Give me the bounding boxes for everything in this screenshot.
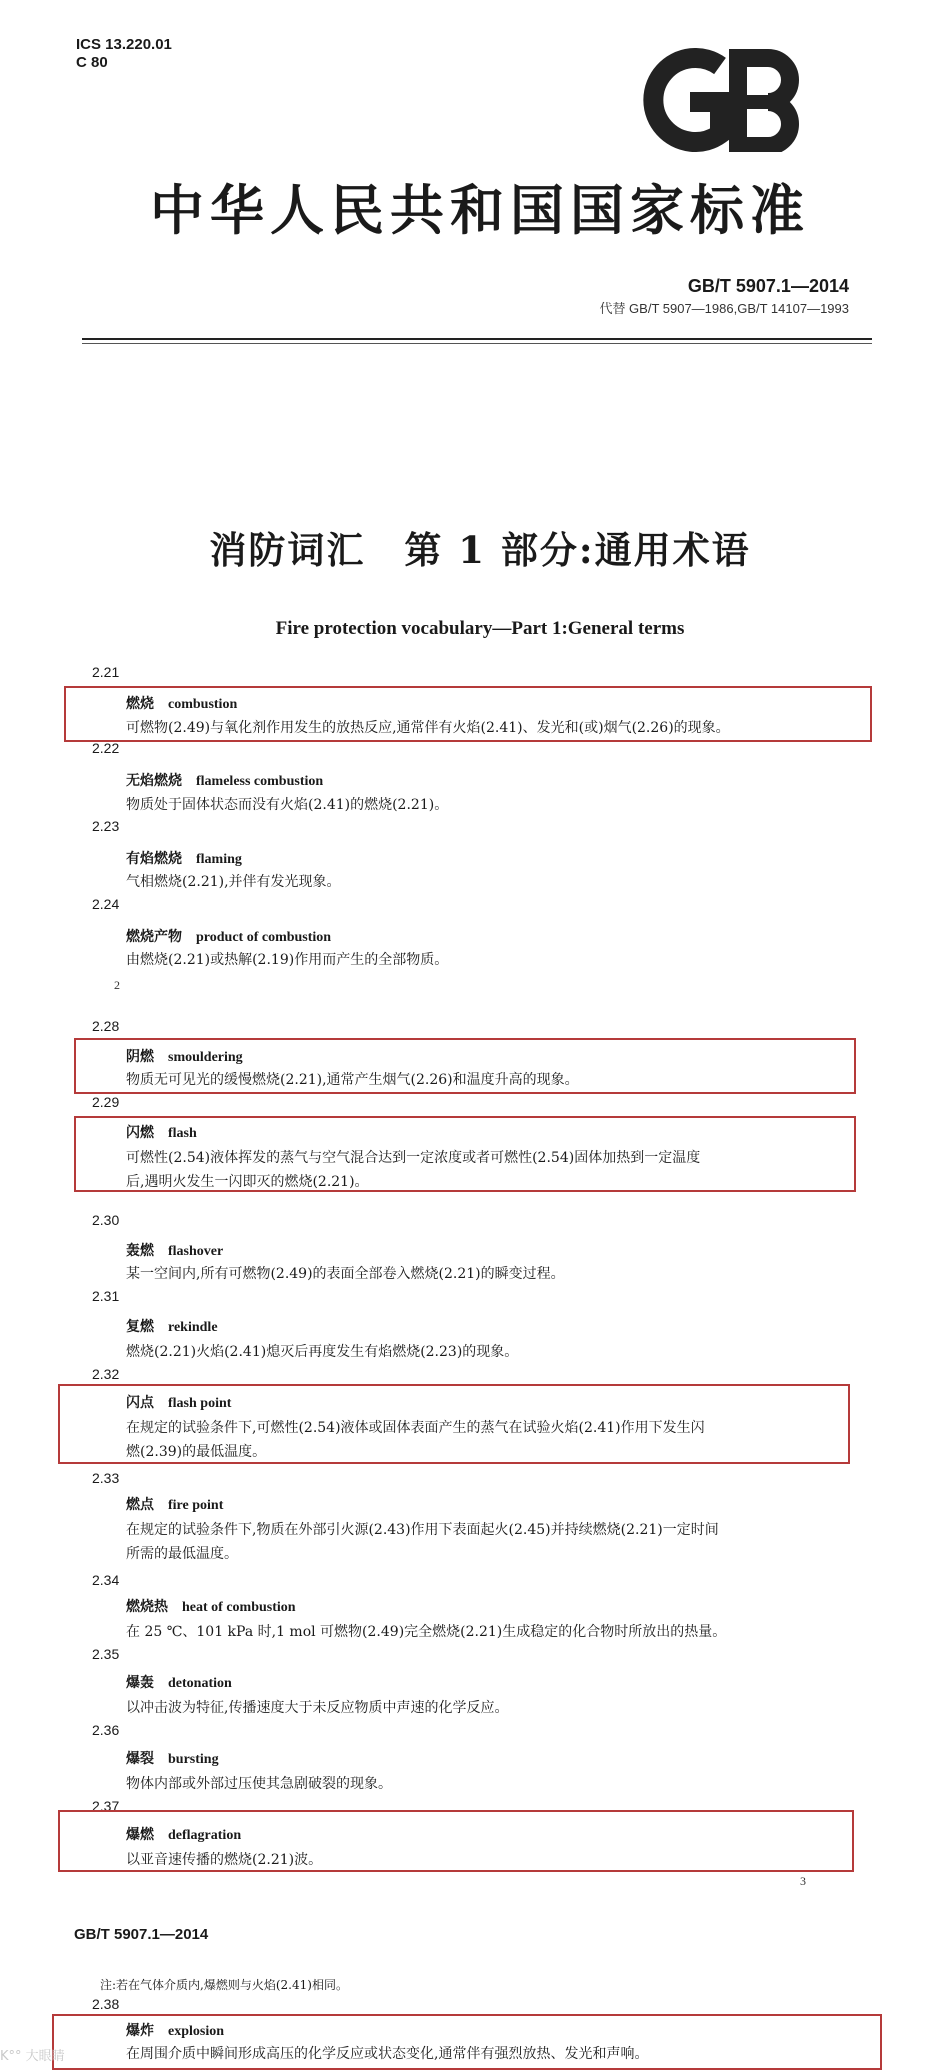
term-en: combustion bbox=[168, 697, 238, 712]
term-definition bbox=[126, 1696, 856, 1720]
gb-logo bbox=[628, 48, 816, 152]
highlight-box bbox=[52, 2014, 882, 2070]
term-number: 2.23 bbox=[92, 818, 120, 834]
term-en: detonation bbox=[168, 1676, 232, 1691]
term-number: 2.29 bbox=[92, 1094, 120, 1110]
definition-line: 在 25 ℃、101 kPa 时,1 mol 可燃物(2.49)完全燃烧(2.21)生成稳定的化合物时所放出的热量。 bbox=[126, 1624, 727, 1640]
highlight-box bbox=[64, 686, 872, 742]
definition-line: 后,遇明火发生一闪即灭的燃烧(2.21)。 bbox=[126, 1174, 369, 1190]
term-definition bbox=[126, 1340, 856, 1364]
term-number: 2.31 bbox=[92, 1288, 120, 1304]
term-en: flameless combustion bbox=[196, 774, 324, 789]
term-cn: 阴燃 bbox=[126, 1049, 154, 1065]
term-heading bbox=[126, 848, 242, 868]
definition-line: 可燃性(2.54)液体挥发的蒸气与空气混合达到一定浓度或者可燃性(2.54)固体加热到一定温度 bbox=[126, 1150, 701, 1166]
term-number: 2.24 bbox=[92, 896, 120, 912]
page-header-code: GB/T 5907.1—2014 bbox=[74, 1926, 209, 1943]
term-cn: 复燃 bbox=[126, 1319, 154, 1335]
term-en: rekindle bbox=[168, 1320, 218, 1335]
term-cn: 燃烧热 bbox=[126, 1599, 168, 1615]
term-cn: 闪燃 bbox=[126, 1125, 154, 1141]
term-en: bursting bbox=[168, 1752, 219, 1767]
term-number: 2.22 bbox=[92, 740, 120, 756]
definition-line: 由燃烧(2.21)或热解(2.19)作用而产生的全部物质。 bbox=[126, 952, 449, 968]
document-title-cn: 消防词汇 第 1 部分:通用术语 bbox=[209, 528, 751, 572]
term-cn: 爆炸 bbox=[126, 2023, 154, 2039]
definition-line: 燃(2.39)的最低温度。 bbox=[126, 1444, 267, 1460]
term-en: flaming bbox=[196, 852, 242, 867]
definition-line: 在规定的试验条件下,可燃性(2.54)液体或固体表面产生的蒸气在试验火焰(2.41)作用下发生闪 bbox=[126, 1420, 705, 1436]
term-definition bbox=[126, 793, 856, 817]
term-number: 2.34 bbox=[92, 1572, 120, 1588]
term-cn: 无焰燃烧 bbox=[126, 773, 182, 789]
replaces-standards: 代替 GB/T 5907—1986,GB/T 14107—1993 bbox=[599, 301, 849, 316]
definition-line: 物体内部或外部过压使其急剧破裂的现象。 bbox=[126, 1776, 392, 1792]
page-number: 3 bbox=[800, 1874, 806, 1888]
term-number: 2.21 bbox=[92, 664, 120, 680]
definition-line: 所需的最低温度。 bbox=[126, 1546, 238, 1562]
term-en: heat of combustion bbox=[182, 1600, 296, 1615]
term-en: fire point bbox=[168, 1498, 224, 1513]
term-definition bbox=[126, 1518, 856, 1566]
definition-line: 物质处于固体状态而没有火焰(2.41)的燃烧(2.21)。 bbox=[126, 797, 449, 813]
term-cn: 爆轰 bbox=[126, 1675, 154, 1691]
definition-line: 物质无可见光的缓慢燃烧(2.21),通常产生烟气(2.26)和温度升高的现象。 bbox=[126, 1072, 579, 1088]
term-number: 2.37 bbox=[92, 1798, 120, 1814]
term-en: flash point bbox=[168, 1396, 232, 1411]
term-cn: 闪点 bbox=[126, 1395, 154, 1411]
term-en: explosion bbox=[168, 2024, 225, 2039]
definition-line: 在周围介质中瞬间形成高压的化学反应或状态变化,通常伴有强烈放热、发光和声响。 bbox=[126, 2046, 649, 2062]
term-definition bbox=[126, 1620, 856, 1644]
highlight-box bbox=[74, 1116, 856, 1192]
term-number: 2.36 bbox=[92, 1722, 120, 1738]
document-title-en: Fire protection vocabulary—Part 1:General terms bbox=[275, 618, 685, 639]
term-cn: 燃烧 bbox=[126, 696, 154, 712]
definition-line: 以冲击波为特征,传播速度大于未反应物质中声速的化学反应。 bbox=[126, 1700, 509, 1716]
term-heading bbox=[126, 1316, 218, 1336]
term-cn: 爆裂 bbox=[126, 1751, 154, 1767]
term-en: smouldering bbox=[168, 1050, 243, 1065]
header-rule bbox=[82, 338, 872, 340]
highlight-box bbox=[58, 1810, 854, 1872]
term-heading bbox=[126, 1494, 223, 1514]
term-heading bbox=[126, 1240, 223, 1260]
header-rule-thin bbox=[82, 343, 872, 344]
page-number: 2 bbox=[114, 978, 120, 992]
definition-line: 燃烧(2.21)火焰(2.41)熄灭后再度发生有焰燃烧(2.23)的现象。 bbox=[126, 1344, 519, 1360]
term-en: product of combustion bbox=[196, 930, 332, 945]
standard-number: GB/T 5907.1—2014 bbox=[687, 276, 849, 296]
term-definition bbox=[126, 870, 856, 894]
ccs-code: C 80 bbox=[76, 54, 108, 71]
national-standard-title: 中华人民共和国国家标准 bbox=[150, 178, 810, 242]
term-number: 2.35 bbox=[92, 1646, 120, 1662]
watermark: K°° 大眼睛 bbox=[0, 2049, 65, 2064]
definition-line: 气相燃烧(2.21),并伴有发光现象。 bbox=[126, 874, 341, 890]
definition-line: 某一空间内,所有可燃物(2.49)的表面全部卷入燃烧(2.21)的瞬变过程。 bbox=[126, 1266, 565, 1282]
term-cn: 有焰燃烧 bbox=[126, 851, 182, 867]
definition-line: 可燃物(2.49)与氧化剂作用发生的放热反应,通常伴有火焰(2.41)、发光和(或)烟气(2.26)的现象。 bbox=[126, 720, 730, 736]
term-en: flash bbox=[168, 1126, 197, 1141]
term-cn: 爆燃 bbox=[126, 1827, 154, 1843]
highlight-box bbox=[74, 1038, 856, 1094]
term-number: 2.33 bbox=[92, 1470, 120, 1486]
term-cn: 轰燃 bbox=[126, 1243, 154, 1259]
term-en: flashover bbox=[168, 1244, 224, 1259]
term-cn: 燃点 bbox=[126, 1497, 154, 1513]
term-heading bbox=[126, 1596, 296, 1616]
definition-line: 以亚音速传播的燃烧(2.21)波。 bbox=[126, 1852, 323, 1868]
term-definition bbox=[126, 948, 856, 972]
definition-line: 在规定的试验条件下,物质在外部引火源(2.43)作用下表面起火(2.45)并持续燃烧(2.21)一定时间 bbox=[126, 1522, 719, 1538]
term-number: 2.28 bbox=[92, 1018, 120, 1034]
term-number: 2.38 bbox=[92, 1996, 120, 2012]
term-heading bbox=[126, 926, 331, 946]
term-heading bbox=[126, 770, 323, 790]
term-heading bbox=[126, 1672, 232, 1692]
term-number: 2.30 bbox=[92, 1212, 120, 1228]
term-en: deflagration bbox=[168, 1828, 242, 1843]
term-cn: 燃烧产物 bbox=[126, 929, 182, 945]
term-note: 注:若在气体介质内,爆燃则与火焰(2.41)相同。 bbox=[100, 1978, 348, 1992]
highlight-box bbox=[58, 1384, 850, 1464]
term-definition bbox=[126, 1262, 856, 1286]
ics-code: ICS 13.220.01 bbox=[76, 36, 172, 53]
term-definition bbox=[126, 1772, 856, 1796]
term-number: 2.32 bbox=[92, 1366, 120, 1382]
term-heading bbox=[126, 1748, 219, 1768]
